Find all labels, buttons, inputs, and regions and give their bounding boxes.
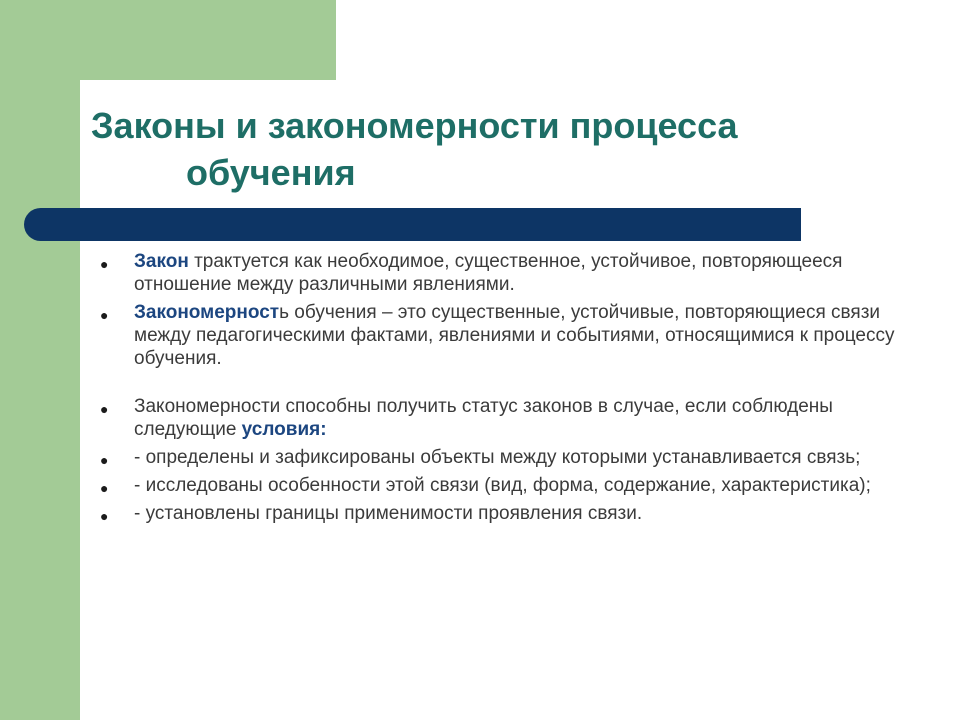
title-divider-bar [24,208,801,241]
list-item [96,502,896,525]
list-item [96,446,896,469]
list-item-text: трактуется как необходимое, существенное, устойчивое, повторяющееся отношение между различными явлениями. [134,251,843,295]
bullet-icon: ● [100,307,109,323]
list-item-text: - определены и зафиксированы объекты между которыми устанавливается связь; [134,447,861,468]
list-item-text: - установлены границы применимости проявления связи. [134,503,643,524]
list-item [96,474,896,497]
list-item-text: Закономерности способны получить статус законов в случае, если соблюдены следующие [134,396,833,440]
slide-title [91,102,911,196]
term-regularity: Закономерност [134,302,280,323]
bullet-list [96,250,896,530]
bullet-icon: ● [100,452,109,468]
term-law: Закон [134,251,189,272]
bullet-icon: ● [100,508,109,524]
bullet-icon: ● [100,480,109,496]
list-item [96,301,896,370]
list-item [96,395,896,441]
decorative-green-side [0,0,80,720]
term-conditions: условия: [241,419,327,440]
list-item-text: - исследованы особенности этой связи (вид, форма, содержание, характеристика); [134,475,871,496]
slide-title-line-1: Законы и закономерности процесса [91,105,738,146]
bullet-icon: ● [100,256,109,272]
bullet-icon: ● [100,401,109,417]
list-item-text: ь обучения – это существенные, устойчивые, повторяющиеся связи между педагогическими фактами, явлениями и событиями, относящимися к процессу обучения. [134,302,895,369]
decorative-green-top [0,0,336,80]
slide-title-line-2: обучения [186,152,356,193]
list-item [96,250,896,296]
